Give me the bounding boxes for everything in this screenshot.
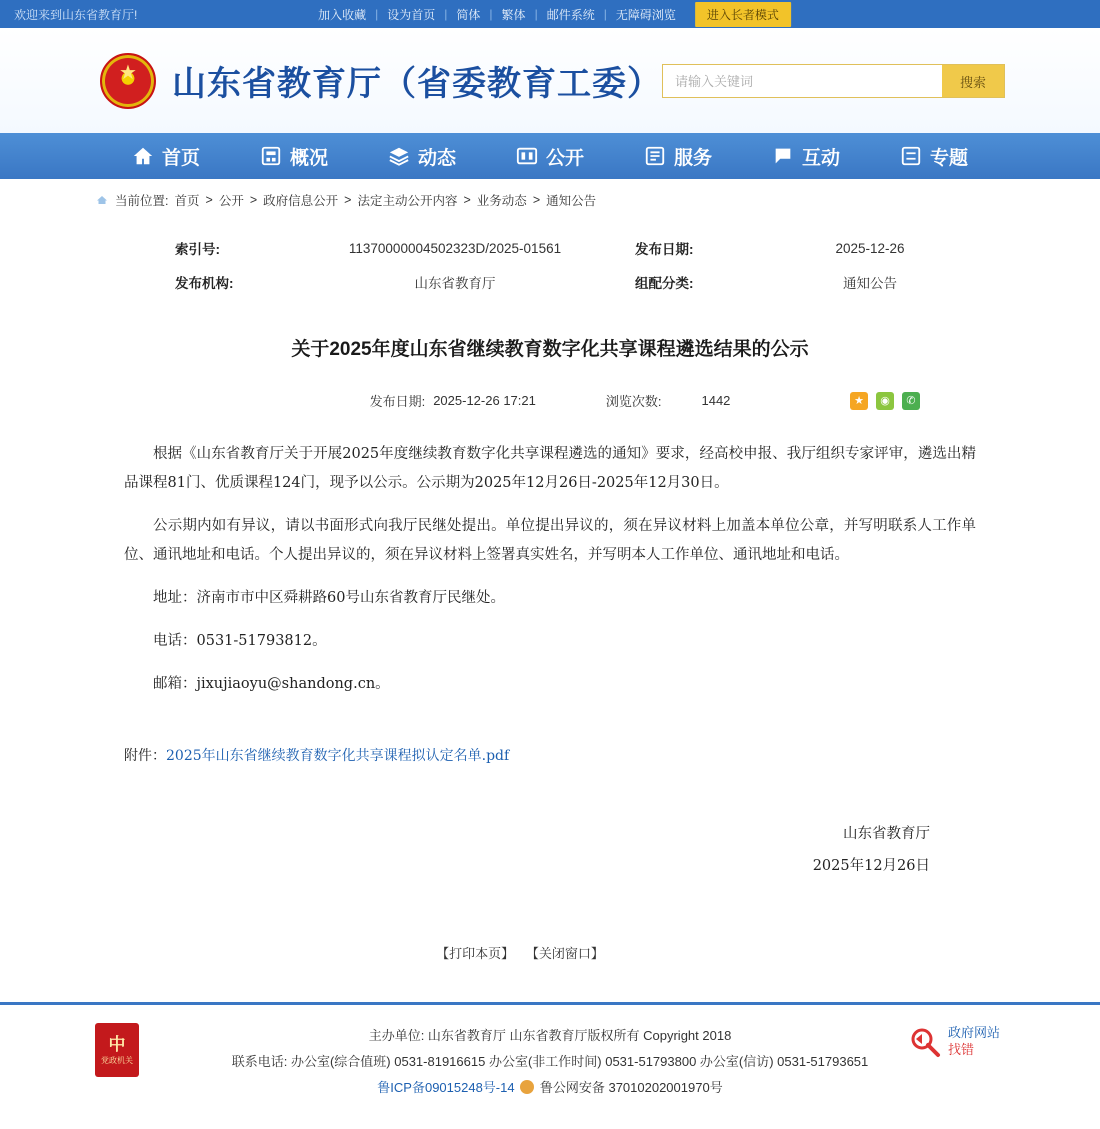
site-footer — [0, 1002, 1100, 1129]
article-paragraph: 公示期内如有异议，请以书面形式向我厅民继处提出。单位提出异议的，须在异议材料上加盖本单位公章，并写明联系人工作单位、通讯地址和电话。个人提出异议的，须在异议材料上签署真实姓名，并写明本人工作单位、通讯地址和电话。 — [124, 518, 976, 564]
meta-org-value: 山东省教育厅 — [414, 276, 496, 291]
form-icon — [644, 145, 666, 167]
page-title: 关于2025年度山东省继续教育数字化共享课程遴选结果的公示 — [291, 339, 809, 360]
nav-label: 动态 — [417, 147, 456, 169]
breadcrumb-sep: > — [532, 193, 541, 207]
share-bar — [850, 392, 920, 410]
breadcrumb-sep: > — [249, 193, 258, 207]
nav-item-topics[interactable] — [870, 143, 998, 170]
building-icon — [260, 145, 282, 167]
site-header — [0, 28, 1100, 133]
article-body — [110, 440, 990, 699]
nav-label: 首页 — [161, 147, 200, 169]
breadcrumb — [0, 179, 1100, 219]
favorite-star-icon[interactable]: ★ — [850, 392, 868, 410]
attachment-link[interactable]: 2025年山东省继续教育数字化共享课程拟认定名单.pdf — [166, 748, 510, 765]
breadcrumb-sep: > — [205, 193, 213, 207]
footer-line-owner: 主办单位: 山东省教育厅 山东省教育厅版权所有 Copyright 2018 — [368, 1028, 732, 1044]
gov-badge — [95, 1023, 143, 1081]
meta-index-label: 索引号: — [175, 242, 220, 257]
breadcrumb-sep: > — [344, 193, 352, 207]
article-paragraph: 地址：济南市市中区舜耕路60号山东省教育厅民继处。 — [153, 590, 505, 607]
list-icon — [900, 145, 922, 167]
article-subinfo — [110, 391, 990, 410]
attachment-label: 附件： — [124, 748, 166, 765]
meta-pubdate-value: 2025-12-26 — [835, 240, 905, 256]
magnifier-icon — [908, 1025, 942, 1059]
search-input[interactable] — [663, 65, 942, 97]
nav-item-home[interactable] — [102, 143, 230, 170]
footer-contact-label: 联系电话: — [231, 1054, 288, 1070]
chat-icon — [772, 145, 794, 167]
breadcrumb-item-1[interactable]: 公开 — [218, 194, 244, 208]
print-button[interactable]: 【打印本页】 — [436, 946, 515, 962]
article-pubdate-value: 2025-12-26 17:21 — [433, 393, 536, 409]
nav-label: 互动 — [802, 147, 841, 169]
top-link-favorite[interactable]: 加入收藏 — [318, 7, 367, 22]
breadcrumb-item-4[interactable]: 业务动态 — [476, 194, 527, 208]
search-button[interactable]: 搜索 — [942, 65, 1004, 97]
top-link-accessibility[interactable]: 无障碍浏览 — [615, 7, 676, 22]
book-icon — [516, 145, 538, 167]
breadcrumb-sep: > — [463, 193, 471, 207]
separator: | — [375, 7, 379, 21]
signature-org: 山东省教育厅 — [843, 826, 930, 843]
article-paragraph: 根据《山东省教育厅关于开展2025年度继续教育数字化共享课程遴选的通知》要求，经高校申报、我厅组织专家评审，遴选出精品课程81门、优质课程124门，现予以公示。公示期为2025年12月26日-2025年12月30日。 — [124, 446, 976, 492]
breadcrumb-item-5[interactable]: 通知公告 — [546, 194, 597, 208]
site-title: 山东省教育厅（省委教育工委） — [172, 64, 662, 104]
wechat-icon[interactable]: ✆ — [902, 392, 920, 410]
top-link-mail[interactable]: 邮件系统 — [546, 7, 595, 22]
gov-site-check[interactable] — [908, 1025, 1000, 1059]
nav-label: 概况 — [289, 147, 328, 169]
nav-item-service[interactable] — [614, 143, 742, 170]
gov-site-text — [948, 1025, 1000, 1059]
gov-site-line1: 政府网站 — [947, 1025, 1000, 1041]
top-link-simplified[interactable]: 简体 — [456, 7, 481, 22]
attachment-row — [110, 745, 990, 765]
eye-icon[interactable]: ◉ — [876, 392, 894, 410]
article-views-label: 浏览次数: — [605, 394, 662, 410]
separator: | — [534, 7, 538, 21]
layers-icon — [388, 145, 410, 167]
top-links — [309, 2, 791, 27]
breadcrumb-item-0[interactable]: 首页 — [174, 194, 200, 208]
top-link-homepage[interactable]: 设为首页 — [387, 7, 436, 22]
breadcrumb-item-2[interactable]: 政府信息公开 — [263, 194, 339, 208]
welcome-text: 欢迎来到山东省教育厅! — [14, 7, 138, 22]
separator: | — [444, 7, 448, 21]
article-pubdate-label: 发布日期: — [369, 394, 426, 410]
elder-mode-button[interactable]: 进入长者模式 — [695, 2, 791, 27]
breadcrumb-prefix: 当前位置: — [115, 194, 169, 208]
nav-label: 公开 — [545, 147, 584, 169]
search-box — [662, 64, 1005, 98]
icp-link[interactable]: 鲁ICP备09015248号-14 — [377, 1080, 515, 1096]
article — [110, 299, 990, 962]
home-icon — [132, 145, 154, 167]
nav-item-interaction[interactable] — [742, 143, 870, 170]
main-navigation — [0, 133, 1100, 179]
meta-pubdate-label: 发布日期: — [635, 242, 694, 257]
nav-item-news[interactable] — [358, 143, 486, 170]
badge-sub-text: 党政机关 — [101, 1055, 133, 1065]
meta-class-value: 通知公告 — [843, 276, 897, 291]
footer-contact-value: 办公室(综合值班) 0531-81916615 办公室(非工作时间) 0531-51793800 办公室(信访) 0531-51793651 — [290, 1054, 869, 1070]
separator: | — [489, 7, 493, 21]
close-window-button[interactable]: 【关闭窗口】 — [525, 946, 604, 962]
article-paragraph: 邮箱：jixujiaoyu@shandong.cn。 — [153, 676, 390, 693]
breadcrumb-home-icon — [95, 194, 109, 206]
footer-line-record — [0, 1075, 1100, 1101]
top-link-traditional[interactable]: 繁体 — [501, 7, 526, 22]
article-tools — [110, 943, 990, 962]
meta-index-value: 11370000004502323D/2025-01561 — [348, 240, 562, 256]
meta-org-label: 发布机构: — [175, 276, 234, 291]
table-row — [115, 231, 985, 265]
national-emblem-icon — [100, 53, 156, 109]
nav-label: 服务 — [674, 147, 713, 169]
badge-main-text: 中 — [108, 1035, 126, 1055]
meta-class-label: 组配分类: — [635, 276, 694, 291]
party-emblem-icon — [95, 1023, 139, 1077]
top-utility-bar — [0, 0, 1100, 28]
article-views-value: 1442 — [701, 393, 731, 409]
nav-item-disclosure[interactable] — [486, 143, 614, 170]
gov-site-line2: 找错 — [947, 1042, 974, 1058]
nav-item-overview[interactable] — [230, 143, 358, 170]
document-meta-table — [115, 231, 985, 299]
separator: | — [603, 7, 607, 21]
police-record-link[interactable]: 鲁公网安备 37010202001970号 — [539, 1080, 723, 1096]
table-row — [115, 265, 985, 299]
police-seal-icon — [520, 1080, 534, 1094]
breadcrumb-item-3[interactable]: 法定主动公开内容 — [357, 194, 458, 208]
signature-date: 2025年12月26日 — [812, 858, 930, 875]
article-paragraph: 电话：0531-51793812。 — [153, 633, 327, 650]
signature-block — [110, 819, 990, 883]
nav-label: 专题 — [930, 147, 969, 169]
